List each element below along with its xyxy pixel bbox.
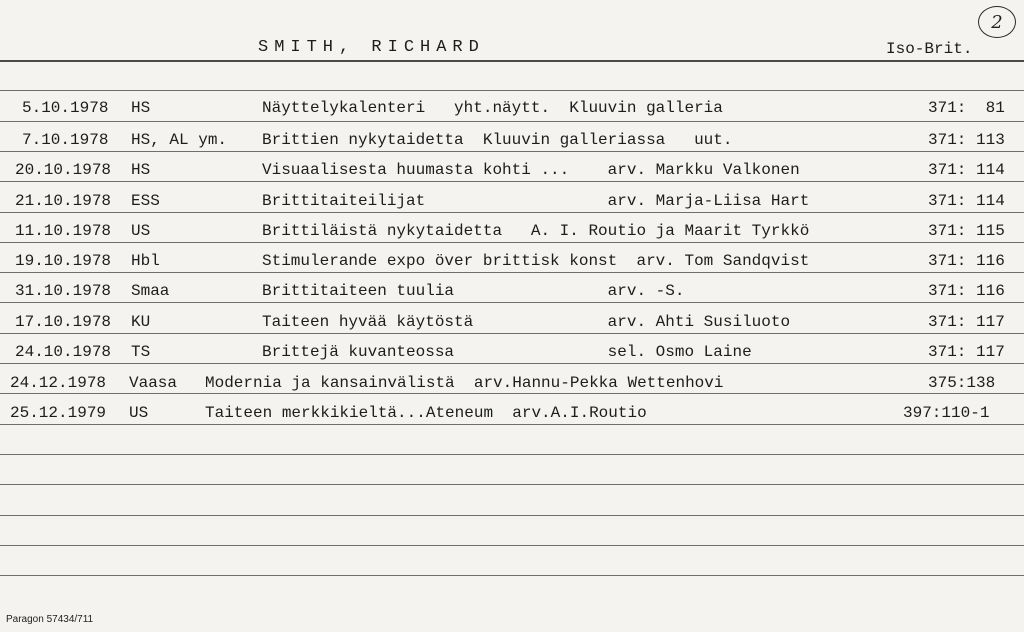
entry-ref: 371: 115 [928, 222, 1005, 240]
rule-line [0, 181, 1024, 182]
page-number-mark: 2 [978, 6, 1016, 38]
entry-paper: HS [131, 99, 151, 117]
rule-line [0, 121, 1024, 122]
form-code: Paragon 57434/711 [6, 614, 94, 625]
rule-line [0, 333, 1024, 334]
entry-date: 11.10.1978 [15, 222, 112, 240]
rule-line [0, 272, 1024, 273]
entry-paper: Vaasa [129, 374, 178, 392]
entry-text: Visuaalisesta huumasta kohti ... arv. Markku Valkonen [262, 161, 800, 179]
rule-line [0, 454, 1024, 455]
rule-line [0, 212, 1024, 213]
rule-line [0, 90, 1024, 91]
entry-text: Brittiläistä nykytaidetta A. I. Routio ja Maarit Tyrkkö [262, 222, 810, 240]
entry-ref: 371: 117 [928, 343, 1005, 361]
entry-paper: US [129, 404, 149, 422]
entry-text: Taiteen hyvää käytöstä arv. Ahti Susiluoto [262, 313, 791, 331]
entry-paper: ESS [131, 192, 160, 210]
card-country: Iso-Brit. [886, 40, 973, 58]
entry-date: 20.10.1978 [15, 161, 112, 179]
entry-date: 25.12.1979 [10, 404, 107, 422]
entry-date: 31.10.1978 [15, 282, 112, 300]
entry-ref: 371: 113 [928, 131, 1005, 149]
rule-line [0, 302, 1024, 303]
entry-date: 17.10.1978 [15, 313, 112, 331]
entry-ref: 371: 114 [928, 192, 1005, 210]
entry-date: 21.10.1978 [15, 192, 112, 210]
card-title-name: SMITH, RICHARD [258, 38, 485, 57]
rule-line [0, 363, 1024, 364]
rule-line [0, 424, 1024, 425]
entry-ref: 375:138 [928, 374, 996, 392]
entry-ref: 397:110-1 [903, 404, 990, 422]
entry-paper: Smaa [131, 282, 170, 300]
entry-date: 24.10.1978 [15, 343, 112, 361]
rule-line [0, 515, 1024, 516]
entry-text: Modernia ja kansainvälistä arv.Hannu-Pekka Wettenhovi [205, 374, 724, 392]
rule-line [0, 151, 1024, 152]
entry-text: Brittien nykytaidetta Kluuvin galleriassa uut. [262, 131, 733, 149]
entry-paper: TS [131, 343, 151, 361]
rule-line [0, 242, 1024, 243]
entry-text: Näyttelykalenteri yht.näytt. Kluuvin galleria [262, 99, 723, 117]
entry-paper: US [131, 222, 151, 240]
entry-date: 7.10.1978 [22, 131, 109, 149]
entry-text: Brittitaiteen tuulia arv. -S. [262, 282, 685, 300]
rule-line [0, 484, 1024, 485]
entry-ref: 371: 116 [928, 252, 1005, 270]
entry-paper: HS [131, 161, 151, 179]
entry-text: Stimulerande expo över brittisk konst arv. Tom Sandqvist [262, 252, 810, 270]
header-rule [0, 60, 1024, 62]
entry-date: 24.12.1978 [10, 374, 107, 392]
entry-text: Brittitaiteilijat arv. Marja-Liisa Hart [262, 192, 810, 210]
entry-text: Brittejä kuvanteossa sel. Osmo Laine [262, 343, 752, 361]
entry-ref: 371: 114 [928, 161, 1005, 179]
entry-ref: 371: 116 [928, 282, 1005, 300]
entry-paper: KU [131, 313, 151, 331]
entry-ref: 371: 117 [928, 313, 1005, 331]
entry-paper: HS, AL ym. [131, 131, 228, 149]
rule-line [0, 575, 1024, 576]
entry-paper: Hbl [131, 252, 160, 270]
entry-ref: 371: 81 [928, 99, 1005, 117]
entry-date: 5.10.1978 [22, 99, 109, 117]
rule-line [0, 545, 1024, 546]
rule-line [0, 393, 1024, 394]
entry-date: 19.10.1978 [15, 252, 112, 270]
entry-text: Taiteen merkkikieltä...Ateneum arv.A.I.Routio [205, 404, 647, 422]
